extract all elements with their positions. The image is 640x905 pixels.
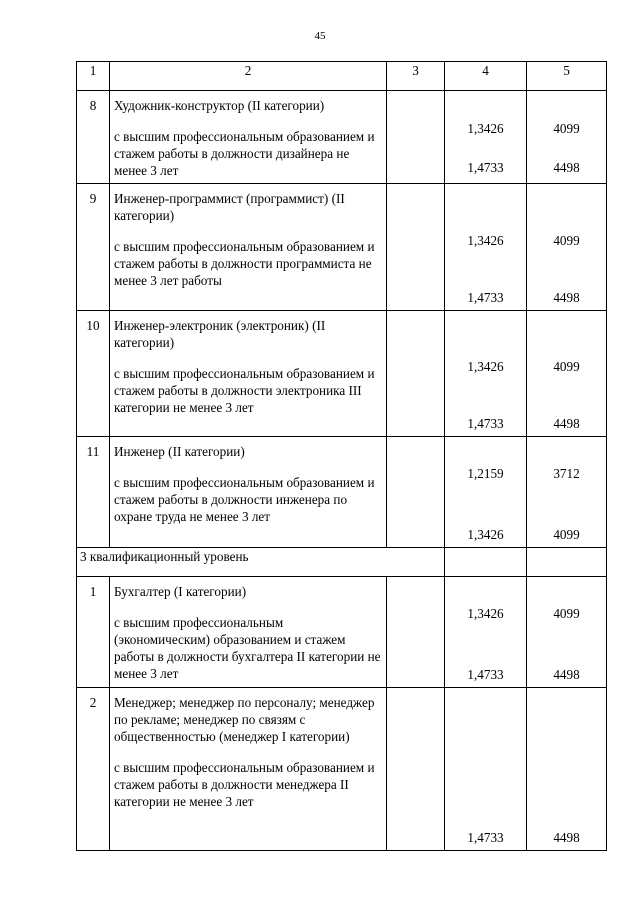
empty-cell	[387, 577, 445, 688]
coefficient-value: 1,4733	[467, 290, 504, 305]
position-title: Менеджер; менеджер по персоналу; менеджер по рекламе; менеджер по связям с общественностью (менеджер I категории)	[114, 695, 375, 744]
position-cell	[110, 184, 387, 311]
coefficient-cell	[445, 688, 527, 851]
qualification-table	[76, 61, 607, 851]
salary-value: 4498	[553, 290, 580, 305]
position-requirement: с высшим профессиональным образованием и стажем работы в должности программиста не менее 3 лет работы	[114, 239, 375, 288]
table-row	[77, 91, 607, 184]
position-title: Художник-конструктор (II категории)	[114, 98, 325, 113]
coefficient-cell	[445, 91, 527, 184]
header-cell-5: 5	[527, 62, 607, 91]
salary-value: 3712	[553, 466, 580, 481]
coefficient-cell	[445, 184, 527, 311]
coefficient-value: 1,4733	[467, 830, 504, 845]
table-row	[77, 688, 607, 851]
coefficient-cell	[445, 577, 527, 688]
coefficient-cell	[445, 437, 527, 548]
salary-value: 4498	[553, 830, 580, 845]
table-row	[77, 437, 607, 548]
empty-cell	[387, 688, 445, 851]
coefficient-value: 1,4733	[467, 667, 504, 682]
salary-cell	[527, 91, 607, 184]
position-title: Инженер (II категории)	[114, 444, 245, 459]
position-cell	[110, 311, 387, 437]
table-row	[77, 577, 607, 688]
position-cell	[110, 437, 387, 548]
coefficient-cell	[445, 311, 527, 437]
salary-value: 4099	[553, 527, 580, 542]
position-cell	[110, 91, 387, 184]
header-cell-4: 4	[445, 62, 527, 91]
header-cell-2: 2	[110, 62, 387, 91]
row-number: 1	[77, 577, 110, 688]
table-row	[77, 311, 607, 437]
salary-value: 4099	[553, 359, 580, 374]
header-cell-3: 3	[387, 62, 445, 91]
qualification-level-label: 3 квалификационный уровень	[77, 548, 445, 577]
salary-cell	[527, 184, 607, 311]
salary-cell	[527, 437, 607, 548]
position-requirement: с высшим профессиональным образованием и стажем работы в должности дизайнера не менее 3 лет	[114, 129, 375, 178]
coefficient-value: 1,4733	[467, 160, 504, 175]
position-requirement: с высшим профессиональным образованием и стажем работы в должности менеджера II категории не менее 3 лет	[114, 760, 375, 809]
header-cell-1: 1	[77, 62, 110, 91]
coefficient-value: 1,3426	[467, 359, 504, 374]
position-cell	[110, 688, 387, 851]
row-number: 8	[77, 91, 110, 184]
empty-cell	[387, 311, 445, 437]
table-row	[77, 184, 607, 311]
empty-cell	[387, 437, 445, 548]
row-number: 9	[77, 184, 110, 311]
position-requirement: с высшим профессиональным образованием и стажем работы в должности инженера по охране труда не менее 3 лет	[114, 475, 375, 524]
position-title: Инженер-электроник (электроник) (II категории)	[114, 318, 326, 350]
position-cell	[110, 577, 387, 688]
coefficient-value: 1,4733	[467, 416, 504, 431]
coefficient-value: 1,3426	[467, 527, 504, 542]
salary-cell	[527, 311, 607, 437]
table-header-row	[77, 62, 607, 91]
row-number: 10	[77, 311, 110, 437]
salary-value: 4099	[553, 606, 580, 621]
row-number: 11	[77, 437, 110, 548]
salary-value: 4498	[553, 160, 580, 175]
salary-value: 4498	[553, 416, 580, 431]
coefficient-value: 1,2159	[467, 466, 504, 481]
salary-value: 4099	[553, 233, 580, 248]
row-number: 2	[77, 688, 110, 851]
position-title: Инженер-программист (программист) (II категории)	[114, 191, 345, 223]
position-title: Бухгалтер (I категории)	[114, 584, 247, 599]
coefficient-value: 1,3426	[467, 121, 504, 136]
page-number: 45	[314, 30, 326, 42]
salary-cell	[527, 688, 607, 851]
empty-cell	[527, 548, 607, 577]
empty-cell	[387, 184, 445, 311]
empty-cell	[387, 91, 445, 184]
coefficient-value: 1,3426	[467, 233, 504, 248]
position-requirement: с высшим профессиональным (экономическим) образованием и стажем работы в должности бухгалтера II категории не менее 3 лет	[114, 615, 381, 681]
qualification-level-row	[77, 548, 607, 577]
coefficient-value: 1,3426	[467, 606, 504, 621]
salary-cell	[527, 577, 607, 688]
salary-value: 4099	[553, 121, 580, 136]
empty-cell	[445, 548, 527, 577]
salary-value: 4498	[553, 667, 580, 682]
position-requirement: с высшим профессиональным образованием и стажем работы в должности электроника III категории не менее 3 лет	[114, 366, 375, 415]
